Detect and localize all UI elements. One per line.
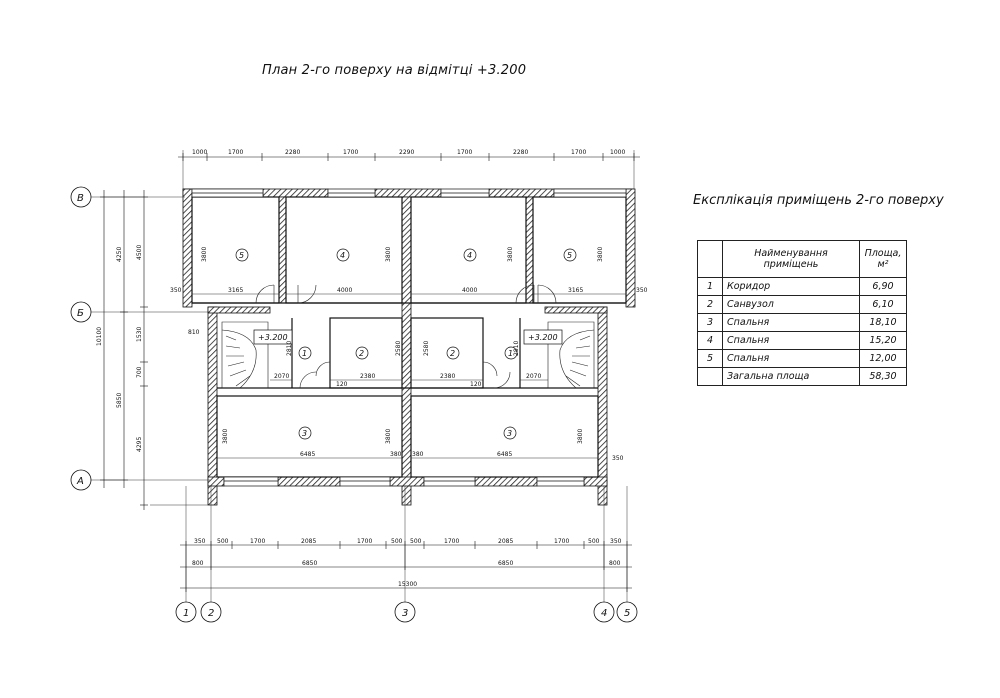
dim-b2-1: 800 <box>192 560 204 567</box>
table-row <box>698 278 907 296</box>
dim-s3: 2580 <box>423 340 430 356</box>
dim-w-mid-right: 4000 <box>462 287 478 294</box>
wall-stair-left <box>208 307 270 313</box>
dim-left-6: 4295 <box>136 436 143 452</box>
dim-380-l: 380 <box>390 451 402 458</box>
dim-left-5: 5850 <box>116 392 123 408</box>
dim-350-r: 350 <box>636 287 648 294</box>
dim-top-3: 2280 <box>285 149 301 156</box>
dim-b1-2: 500 <box>217 538 229 545</box>
room-num-5: 1 <box>302 349 308 358</box>
table-header <box>698 241 907 278</box>
dim-top-5: 2290 <box>399 149 415 156</box>
dim-top-8: 1700 <box>571 149 587 156</box>
dim-b1-9: 2085 <box>498 538 514 545</box>
dim-b1-6: 500 <box>391 538 403 545</box>
dim-b-right: 2380 <box>440 373 456 380</box>
dim-b1-11: 500 <box>588 538 600 545</box>
dim-b1-4: 2085 <box>301 538 317 545</box>
dim-810: 810 <box>188 329 200 336</box>
dim-b-left: 2380 <box>360 373 376 380</box>
wall-left-upper <box>183 189 192 307</box>
row-name: Загальна площа <box>723 368 860 386</box>
row-num <box>698 368 723 386</box>
dim-b2-3: 6850 <box>498 560 514 567</box>
room-num-3: 4 <box>467 251 473 260</box>
dim-c-left: 2070 <box>274 373 290 380</box>
dim-380-r: 380 <box>412 451 424 458</box>
dim-left-3: 1530 <box>136 326 143 342</box>
row-area: 6,10 <box>860 296 907 314</box>
dim-350-l: 350 <box>170 287 182 294</box>
axis-label-v: В <box>77 193 84 204</box>
row-area: 58,30 <box>860 368 907 386</box>
row-name: Коридор <box>723 278 860 296</box>
room-num-7: 2 <box>450 349 456 358</box>
header-name: Найменування приміщень <box>723 241 860 278</box>
plan-title: План 2-го поверху на відмітці +3.200 <box>262 63 527 78</box>
dim-350-br: 350 <box>612 455 624 462</box>
dim-b2-2: 6850 <box>302 560 318 567</box>
axis-label-1: 1 <box>183 608 190 619</box>
dim-120-b: 120 <box>470 381 482 388</box>
dim-120-a: 120 <box>336 381 348 388</box>
dim-bed-left: 6485 <box>300 451 316 458</box>
dim-b1-10: 1700 <box>554 538 570 545</box>
row-area: 12,00 <box>860 350 907 368</box>
dim-left-labels <box>96 245 143 452</box>
wall-inner-1 <box>279 197 286 303</box>
row-area: 18,10 <box>860 314 907 332</box>
row-name: Санвузол <box>723 296 860 314</box>
row-area: 6,90 <box>860 278 907 296</box>
axis-label-3: 3 <box>402 608 409 619</box>
wall-top-mid-right <box>489 189 554 197</box>
dim-h-bot-3: 3800 <box>577 428 584 444</box>
dim-b1-7: 500 <box>410 538 422 545</box>
wall-bottom-b1 <box>278 477 340 486</box>
dim-s2: 2580 <box>395 340 402 356</box>
dim-left-total: 10100 <box>96 326 103 346</box>
row-num: 1 <box>698 278 723 296</box>
axis-label-a: А <box>77 476 84 487</box>
table-row <box>698 314 907 332</box>
room-num-1: 5 <box>239 251 245 260</box>
room-num-8: 1 <box>508 349 514 358</box>
wall-inner-2 <box>526 197 533 303</box>
level-right: +3.200 <box>528 333 558 342</box>
row-name: Спальня <box>723 332 860 350</box>
dim-s1: 2810 <box>286 340 293 356</box>
axis-label-4: 4 <box>601 608 608 619</box>
dim-left-4: 700 <box>136 366 143 378</box>
dim-top-2: 1700 <box>228 149 244 156</box>
dim-bottom-labels <box>192 538 622 588</box>
dim-top-labels <box>192 149 625 156</box>
dim-top-4: 1700 <box>343 149 359 156</box>
row-num: 4 <box>698 332 723 350</box>
level-left: +3.200 <box>258 333 288 342</box>
wall-right-upper <box>626 189 635 307</box>
table-row <box>698 350 907 368</box>
dim-h-top-1: 3800 <box>201 246 208 262</box>
dim-b1-8: 1700 <box>444 538 460 545</box>
dim-left-1: 4250 <box>116 246 123 262</box>
row-num: 2 <box>698 296 723 314</box>
axis-label-2: 2 <box>208 608 215 619</box>
wall-bottom-right <box>584 477 607 486</box>
axis-label-5: 5 <box>624 608 631 619</box>
wall-right-lower <box>598 307 607 505</box>
explication-table <box>697 240 907 386</box>
row-name: Спальня <box>723 350 860 368</box>
dim-top-1: 1000 <box>192 149 208 156</box>
wall-top-mid-left <box>263 189 328 197</box>
axis-markers <box>71 187 637 622</box>
dim-h-top-4: 3800 <box>597 246 604 262</box>
dim-b2-4: 800 <box>609 560 621 567</box>
row-num: 5 <box>698 350 723 368</box>
axis-labels <box>76 193 630 619</box>
dim-left-2: 4500 <box>136 244 143 260</box>
dim-top-9: 1000 <box>610 149 626 156</box>
room-num-2: 4 <box>340 251 346 260</box>
header-area: Площа, м² <box>860 241 907 278</box>
dim-b1-3: 1700 <box>250 538 266 545</box>
header-num <box>698 241 723 278</box>
dim-h-bot-2: 3800 <box>385 428 392 444</box>
dim-bed-right: 6485 <box>497 451 513 458</box>
dim-left <box>100 190 148 510</box>
wall-top-mid <box>375 189 441 197</box>
dim-h-top-3: 3800 <box>507 246 514 262</box>
dim-s4: 2810 <box>513 340 520 356</box>
dim-b1-1: 350 <box>194 538 206 545</box>
room-num-9: 3 <box>302 429 308 438</box>
room-num-10: 3 <box>507 429 513 438</box>
dim-w-mid-left: 4000 <box>337 287 353 294</box>
table-row <box>698 296 907 314</box>
dim-h-bot-1: 3800 <box>222 428 229 444</box>
row-area: 15,20 <box>860 332 907 350</box>
wall-stair-right <box>545 307 607 313</box>
table-row-total <box>698 368 907 386</box>
dim-w-right: 3165 <box>568 287 584 294</box>
table-row <box>698 332 907 350</box>
dim-h-top-2: 3800 <box>385 246 392 262</box>
room-num-4: 5 <box>567 251 573 260</box>
wall-center <box>402 197 411 505</box>
axis-label-b: Б <box>77 308 84 319</box>
row-name: Спальня <box>723 314 860 332</box>
wall-bottom-left <box>208 477 224 486</box>
dim-top-7: 2280 <box>513 149 529 156</box>
walls <box>183 189 635 505</box>
dim-b1-5: 1700 <box>357 538 373 545</box>
dim-total: 15300 <box>398 581 418 588</box>
wall-bottom-b2 <box>390 477 424 486</box>
dim-c-right: 2070 <box>526 373 542 380</box>
wall-left-lower <box>208 307 217 505</box>
dim-top-6: 1700 <box>457 149 473 156</box>
table-title: Експлікація приміщень 2-го поверху <box>693 193 944 208</box>
room-num-6: 2 <box>359 349 365 358</box>
wall-bottom-b3 <box>475 477 537 486</box>
dim-b1-12: 350 <box>610 538 622 545</box>
row-num: 3 <box>698 314 723 332</box>
dim-w-left: 3165 <box>228 287 244 294</box>
